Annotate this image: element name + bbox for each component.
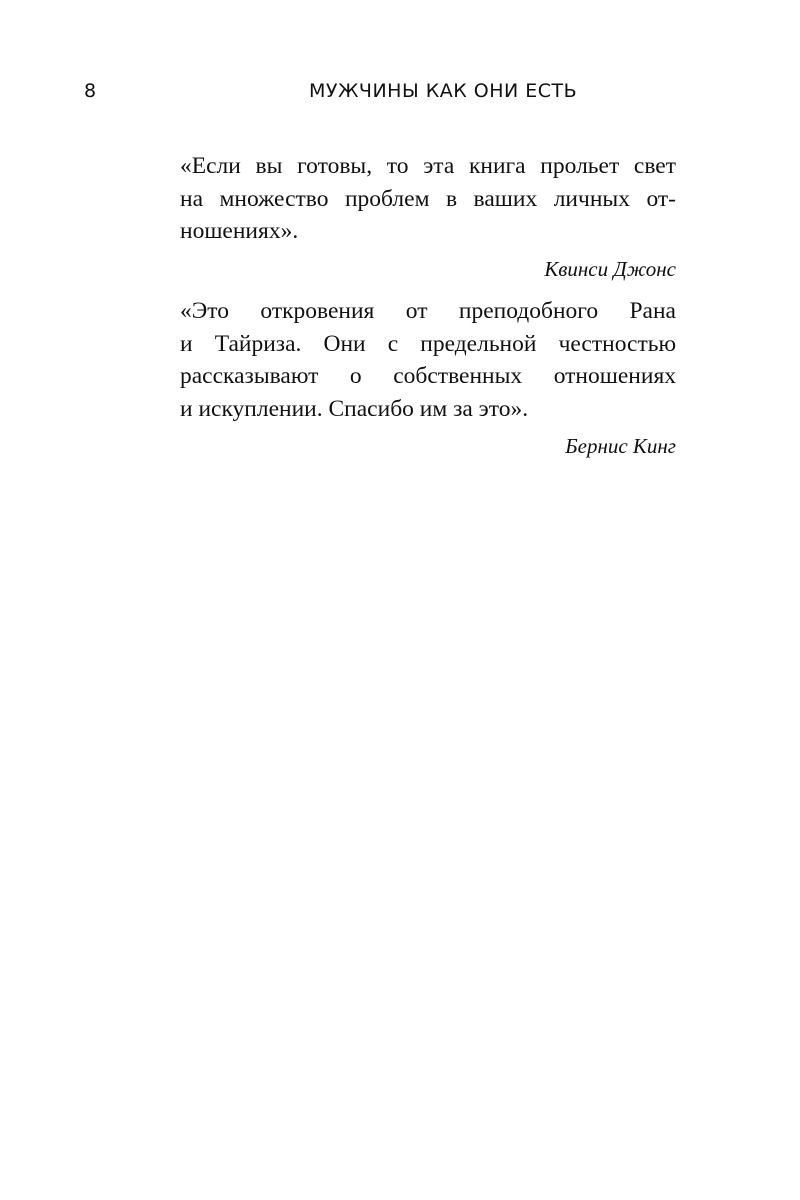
- quote-block-2: [180, 295, 676, 459]
- quote-line: и искуплении. Спасибо им за это».: [180, 395, 529, 422]
- quote-line: и Тайриза. Они с предельной честностью: [180, 330, 676, 357]
- quote-line: на множество проблем в ваших личных от-: [180, 185, 676, 212]
- quote-line: «Если вы готовы, то эта книга прольет свет: [180, 153, 676, 179]
- quote-author: Бернис Кинг: [565, 434, 676, 458]
- book-title: МУЖЧИНЫ КАК ОНИ ЕСТЬ: [309, 80, 578, 102]
- quote-text: [180, 295, 676, 425]
- quote-line: рассказывают о собственных отношениях: [180, 363, 676, 389]
- quote-line: ношениях».: [180, 218, 299, 244]
- quote-author: Квинси Джонс: [544, 256, 676, 281]
- quote-text: [180, 150, 676, 248]
- quote-line: «Это откровения от преподобного Рана: [180, 298, 676, 324]
- running-head: [84, 80, 676, 110]
- quote-block-1: [180, 150, 676, 282]
- page-number: 8: [84, 80, 97, 102]
